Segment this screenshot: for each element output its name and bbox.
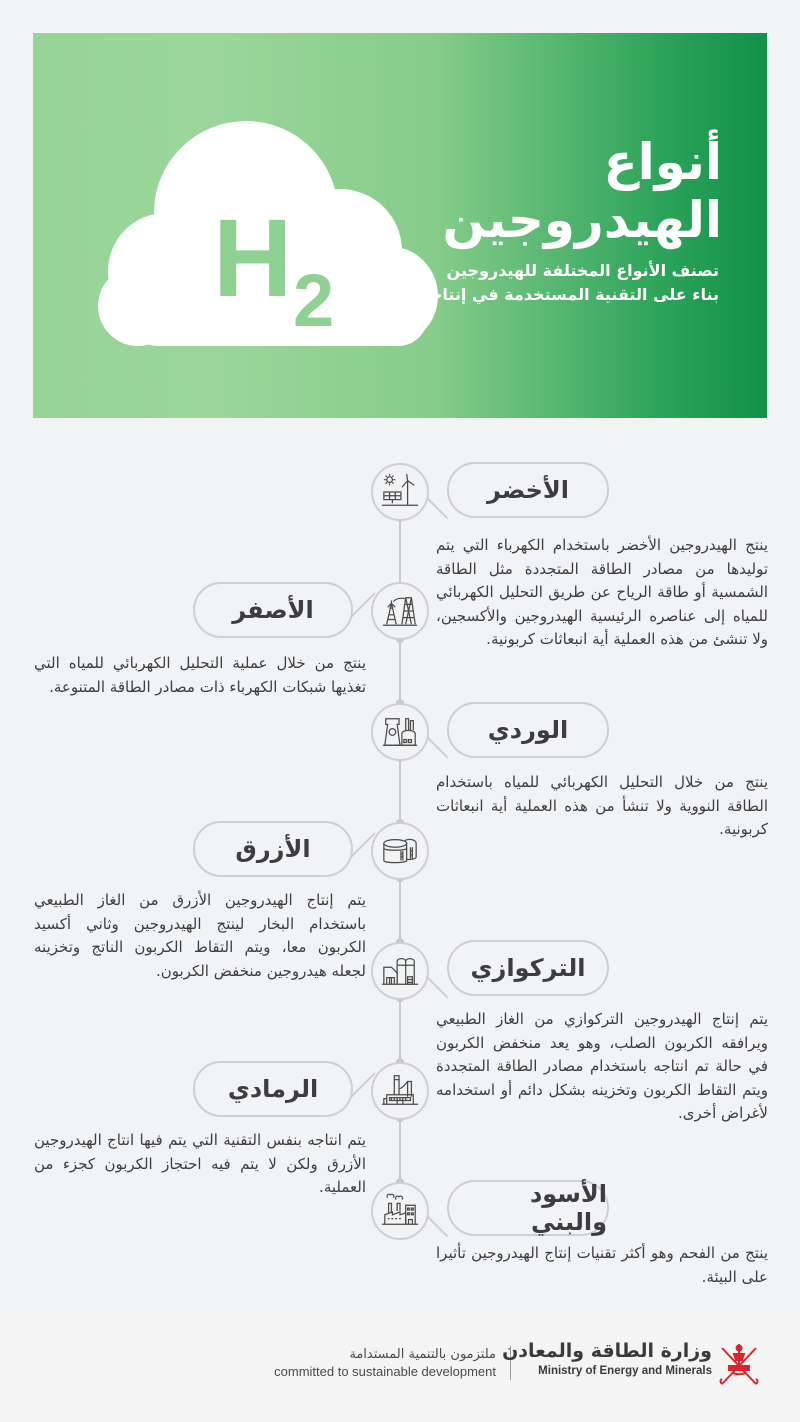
type-pill-turquoise [447,940,609,996]
type-name: التركوازي [470,954,586,982]
type-description-black-brown: ينتج من الفحم وهو أكثر تقنيات إنتاج الهيدروجين تأثيرا على البيئة. [436,1244,768,1286]
type-name: الأسود والبني [529,1180,607,1236]
hero-banner [33,33,767,418]
subtitle-line-2: بناء على التقنية المستخدمة في إنتاجه. [415,285,719,304]
tagline-english: committed to sustainable development [274,1364,496,1379]
silo-factory-icon [381,952,419,990]
type-description-turquoise: يتم إنتاج الهيدروجين التركوازي من الغاز الطبيعي ويرافقه الكربون الصلب، وهو يعد منخفض الكربون في حالة تم انتاجه باستخدام مصادر الطاقة المتجددة ويتم التقاط الكربون وتخزينه بشكل دائم أو استخدامه لأغراض أخرى. [436,1010,768,1122]
oman-emblem-icon [718,1342,760,1388]
coal-factory-icon [381,1192,419,1230]
type-name: الأصفر [232,596,314,624]
gas-tanks-icon [381,832,419,870]
timeline-node-green [371,463,429,521]
type-description-grey: يتم انتاجه بنفس التقنية التي يتم فيها انتاج الهيدروجين الأزرق ولكن لا يتم فيه احتجاز الكربون كجزء من العملية. [34,1131,366,1196]
solar-wind-icon [381,473,419,511]
page-subtitle [389,259,719,307]
type-description-pink: ينتج من خلال التحليل الكهربائي للمياه باستخدام الطاقة النووية ولا تنشأ من هذه العملية أية انبعاثات كربونية. [436,773,768,838]
refinery-icon [381,1072,419,1110]
title-line-2: الهيدروجين [442,191,722,249]
timeline-node-blue [371,822,429,880]
ministry-name-arabic: وزارة الطاقة والمعادن [502,1340,712,1362]
timeline-node-yellow [371,582,429,640]
type-pill-green [447,462,609,518]
type-pill-grey [193,1061,353,1117]
type-name: الوردي [487,716,569,744]
tagline-arabic: ملتزمون بالتنمية المستدامة [349,1347,496,1362]
h2-cloud-icon [88,121,440,346]
timeline-node-grey [371,1062,429,1120]
nuclear-plant-icon [381,713,419,751]
type-pill-yellow [193,582,353,638]
timeline-node-turquoise [371,942,429,1000]
type-pill-blue [193,821,353,877]
type-name: الأزرق [235,835,311,863]
page-title [402,133,722,249]
type-name: الرمادي [227,1075,319,1103]
subtitle-line-1: تصنف الأنواع المختلفة للهيدروجين [446,261,719,280]
type-description-green: ينتج الهيدروجين الأخضر باستخدام الكهرباء التي يتم توليدها من مصادر الطاقة المتجددة مثل الطاقة الشمسية أو طاقة الرياح عن طريق التحليل الكهربائي للمياه إلى عناصره الرئيسية الهيدروجين والأكسجين، ولا تنشئ من هذه العملية أية انبعاثات كربونية. [436,536,768,648]
h2-subscript: 2 [293,259,335,342]
title-line-1: أنواع [603,133,722,191]
h2-symbol: H [213,197,293,320]
timeline-node-black-brown [371,1182,429,1240]
type-description-yellow: ينتج من خلال عملية التحليل الكهربائي للمياه التي تغذيها شبكات الكهرباء ذات مصادر الطاقة المتنوعة. [34,654,366,696]
timeline-node-pink [371,703,429,761]
type-name: الأخضر [487,476,569,504]
type-pill-black-brown [447,1180,609,1236]
type-description-blue: يتم إنتاج الهيدروجين الأزرق من الغاز الطبيعي باستخدام البخار لينتج الهيدروجين وثاني أكسيد الكربون معا، ويتم التقاط الكربون الناتج وتخزينه لجعله هيدروجين منخفض الكربون. [34,891,366,980]
type-pill-pink [447,702,609,758]
power-grid-icon [381,592,419,630]
ministry-name-english: Ministry of Energy and Minerals [538,1365,712,1377]
footer [0,1320,800,1422]
